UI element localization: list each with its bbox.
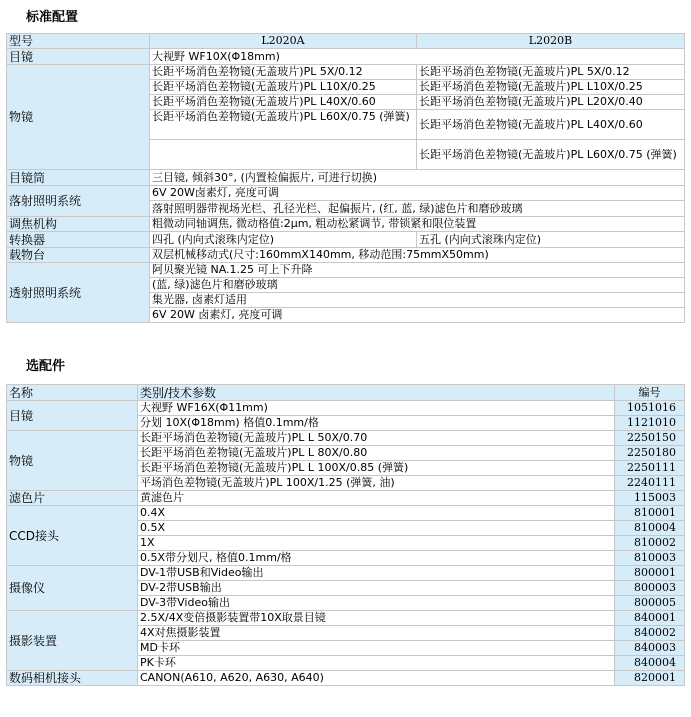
code-cell: 800005 (615, 596, 685, 611)
spec-cell: 1X (138, 536, 615, 551)
table-row (7, 170, 685, 186)
spec-cell: MD卡环 (138, 641, 615, 656)
table-row (7, 232, 685, 248)
standard-config-title: 标准配置 (26, 10, 79, 25)
code-cell: 810004 (615, 521, 685, 536)
spec-cell: PK卡环 (138, 656, 615, 671)
objective-a-empty-cell (150, 140, 417, 170)
group-label: 数码相机接头 (7, 671, 138, 686)
spec-cell: 黄滤色片 (138, 491, 615, 506)
objective-a-cell: 长距平场消色差物镜(无盖玻片)PL L40X/0.60 (150, 95, 417, 110)
table-row (7, 566, 685, 581)
objective-a-cell: 长距平场消色差物镜(无盖玻片)PL L60X/0.75 (弹簧) (150, 110, 417, 140)
nosepiece-b-value: 五孔 (内向式滚珠内定位) (417, 232, 685, 248)
table-row (7, 217, 685, 232)
stage-value: 双层机械移动式(尺寸:160mmX140mm, 移动范围:75mmX50mm) (150, 248, 685, 263)
header-spec: 类别/技术参数 (138, 385, 615, 401)
spec-cell: DV-1带USB和Video输出 (138, 566, 615, 581)
spec-cell: 大视野 WF16X(Φ11mm) (138, 401, 615, 416)
code-cell: 1051016 (615, 401, 685, 416)
code-cell: 800001 (615, 566, 685, 581)
table-row (7, 401, 685, 416)
row-label-nosepiece: 转换器 (7, 232, 150, 248)
table-row (7, 186, 685, 201)
spec-cell: DV-2带USB输出 (138, 581, 615, 596)
code-cell: 800003 (615, 581, 685, 596)
transmitted-value: 6V 20W 卤素灯, 亮度可调 (150, 308, 685, 323)
table-row (7, 248, 685, 263)
reflected-value: 6V 20W卤素灯, 亮度可调 (150, 186, 685, 201)
tube-value: 三目镜, 倾斜30°, (内置检偏振片, 可进行切换) (150, 170, 685, 186)
table-row (7, 491, 685, 506)
table-row (7, 49, 685, 65)
spec-cell: 分划 10X(Φ18mm) 格值0.1mm/格 (138, 416, 615, 431)
row-label-stage: 载物台 (7, 248, 150, 263)
code-cell: 810002 (615, 536, 685, 551)
code-cell: 840004 (615, 656, 685, 671)
header-model: 型号 (7, 34, 150, 49)
code-cell: 1121010 (615, 416, 685, 431)
spec-cell: CANON(A610, A620, A630, A640) (138, 671, 615, 686)
code-cell: 840001 (615, 611, 685, 626)
row-label-reflected-illumination: 落射照明系统 (7, 186, 150, 217)
row-label-transmitted-illumination: 透射照明系统 (7, 263, 150, 323)
code-cell: 2240111 (615, 476, 685, 491)
spec-cell: 长距平场消色差物镜(无盖玻片)PL L 80X/0.80 (138, 446, 615, 461)
spec-cell: 4X对焦摄影装置 (138, 626, 615, 641)
optional-parts-table (6, 384, 685, 686)
spec-cell: 2.5X/4X变倍摄影装置带10X取景目镜 (138, 611, 615, 626)
code-cell: 840003 (615, 641, 685, 656)
table-row (7, 431, 685, 446)
objective-b-cell: 长距平场消色差物镜(无盖玻片)PL L40X/0.60 (417, 110, 685, 140)
row-label-focus: 调焦机构 (7, 217, 150, 232)
header-l2020a: L2020A (150, 34, 417, 49)
standard-config-table (6, 33, 685, 323)
row-label-tube: 目镜筒 (7, 170, 150, 186)
header-name: 名称 (7, 385, 138, 401)
group-label: 物镜 (7, 431, 138, 491)
code-cell: 115003 (615, 491, 685, 506)
table-header-row (7, 385, 685, 401)
table-header-row (7, 34, 685, 49)
objective-b-cell: 长距平场消色差物镜(无盖玻片)PL L60X/0.75 (弹簧) (417, 140, 685, 170)
table-row (7, 671, 685, 686)
row-label-eyepiece: 目镜 (7, 49, 150, 65)
reflected-value: 落射照明器带视场光栏、孔径光栏、起偏振片, (红, 蓝, 绿)滤色片和磨砂玻璃 (150, 201, 685, 217)
objective-a-cell: 长距平场消色差物镜(无盖玻片)PL 5X/0.12 (150, 65, 417, 80)
transmitted-value: (蓝, 绿)滤色片和磨砂玻璃 (150, 278, 685, 293)
table-row (7, 65, 685, 80)
spec-cell: 0.5X (138, 521, 615, 536)
code-cell: 2250180 (615, 446, 685, 461)
spec-cell: 长距平场消色差物镜(无盖玻片)PL L 50X/0.70 (138, 431, 615, 446)
spec-cell: 0.5X带分划尺, 格值0.1mm/格 (138, 551, 615, 566)
spec-cell: DV-3带Video输出 (138, 596, 615, 611)
code-cell: 2250150 (615, 431, 685, 446)
group-label: 摄像仪 (7, 566, 138, 611)
objective-a-cell: 长距平场消色差物镜(无盖玻片)PL L10X/0.25 (150, 80, 417, 95)
spec-cell: 平场消色差物镜(无盖玻片)PL 100X/1.25 (弹簧, 油) (138, 476, 615, 491)
nosepiece-a-value: 四孔 (内向式滚珠内定位) (150, 232, 417, 248)
table-row (7, 506, 685, 521)
code-cell: 810003 (615, 551, 685, 566)
objective-b-cell: 长距平场消色差物镜(无盖玻片)PL 5X/0.12 (417, 65, 685, 80)
header-l2020b: L2020B (417, 34, 685, 49)
table-row (7, 263, 685, 278)
objective-b-cell: 长距平场消色差物镜(无盖玻片)PL L20X/0.40 (417, 95, 685, 110)
eyepiece-value: 大视野 WF10X(Φ18mm) (150, 49, 685, 65)
code-cell: 810001 (615, 506, 685, 521)
group-label: CCD接头 (7, 506, 138, 566)
table-row (7, 611, 685, 626)
objective-b-cell: 长距平场消色差物镜(无盖玻片)PL L10X/0.25 (417, 80, 685, 95)
transmitted-value: 集光器, 卤素灯适用 (150, 293, 685, 308)
code-cell: 840002 (615, 626, 685, 641)
header-code: 编号 (615, 385, 685, 401)
code-cell: 820001 (615, 671, 685, 686)
spec-cell: 0.4X (138, 506, 615, 521)
spec-cell: 长距平场消色差物镜(无盖玻片)PL L 100X/0.85 (弹簧) (138, 461, 615, 476)
focus-value: 粗微动同轴调焦, 微动格值:2μm, 粗动松紧调节, 带锁紧和限位装置 (150, 217, 685, 232)
row-label-objective: 物镜 (7, 65, 150, 170)
group-label: 摄影装置 (7, 611, 138, 671)
group-label: 滤色片 (7, 491, 138, 506)
optional-parts-title: 选配件 (26, 359, 66, 374)
transmitted-value: 阿贝聚光镜 NA.1.25 可上下升降 (150, 263, 685, 278)
code-cell: 2250111 (615, 461, 685, 476)
group-label: 目镜 (7, 401, 138, 431)
